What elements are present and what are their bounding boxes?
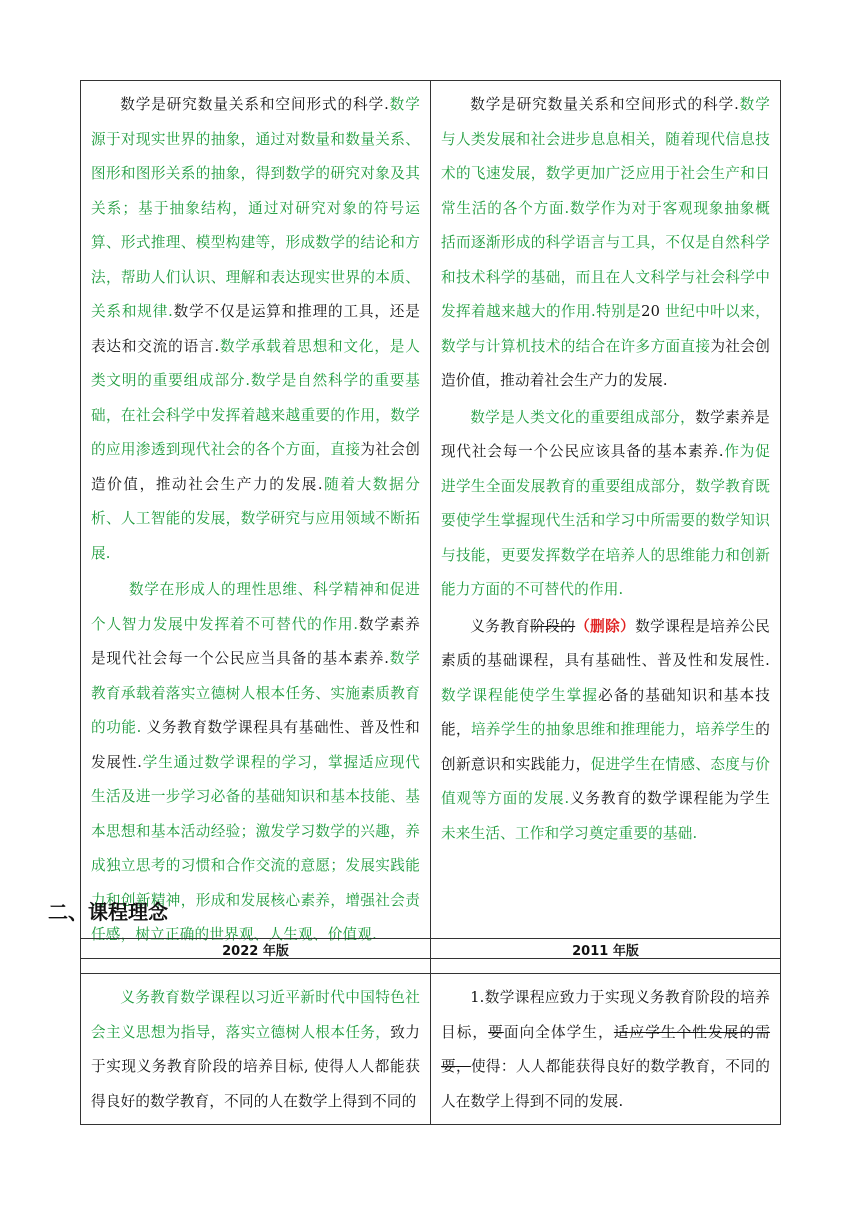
table-cell-right <box>431 974 781 1125</box>
paragraph <box>91 88 420 571</box>
text-run: 必备的基础知识和基本技能， <box>441 686 770 738</box>
text-run: 数学素养是现代社会每一个公民应当具备的基本素养. <box>91 615 420 667</box>
column-header-2011: 2011 年版 <box>431 939 781 974</box>
text-run: 适应学生个性发展的需要， <box>441 1023 771 1075</box>
text-run: 面向全体学生， <box>503 1023 614 1041</box>
text-run: 使得：人人都能获得良好的数学教育，不同的人在数学上得到不同的发展. <box>441 1058 770 1110</box>
text-run: 数学教育承载着落实立德树人根本任务、实施素质教育的功能. <box>91 650 420 736</box>
text-run: 1.数学课程应致力于实现义务教育阶段的培养目标， <box>441 989 770 1041</box>
text-run: 义务教育数学课程具有基础性、普及性和发展性. <box>91 719 420 771</box>
text-run: 20 <box>641 303 661 320</box>
text-run: 培养学生的抽象思维和推理能力，培养学生 <box>470 721 756 738</box>
column-header-2022: 2022 年版 <box>81 939 431 974</box>
table-header-row <box>81 939 781 974</box>
text-run: 为社会创造价值，推动着社会生产力的发展. <box>441 337 770 389</box>
paragraph <box>441 981 770 1119</box>
text-run: 数学素养是现代社会每一个公民应该具备的基本素养. <box>441 408 770 460</box>
text-run: 促进学生在情感、态度与价值观等方面的发展. <box>441 755 770 807</box>
text-run: 世纪中叶以来，数学与计算机技术的结合在许多方面直接 <box>441 303 770 355</box>
text-run: 数学承载着思想和文化，是人类文明的重要组成部分.数学是自然科学的重要基础，在社会科学中发挥着越来越重要的作用，数学的应用渗透到现代社会的各个方面，直接 <box>91 337 420 458</box>
table-cell-right <box>431 81 781 959</box>
text-run: 作为促进学生全面发展教育的重要组成部分，数学教育既要使学生掌握现代生活和学习中所需要的数学知识与技能，更要发挥数学在培养人的思维能力和创新能力方面的不可替代的作用. <box>441 443 770 598</box>
text-run: 阶段的 <box>530 617 576 635</box>
text-run: 数学是人类文化的重要组成部分， <box>470 408 696 426</box>
paragraph <box>441 88 770 399</box>
text-run: 数学课程是培养公民素质的基础课程，具有基础性、普及性和发展性. <box>441 617 770 669</box>
text-run: （删除） <box>575 617 636 635</box>
text-run: 义务教育数学课程以习近平新时代中国特色社会主义思想为指导，落实立德树人根本任务， <box>91 989 420 1041</box>
comparison-table-1 <box>80 80 781 959</box>
text-run: 未来生活、工作和学习奠定重要的基础. <box>441 824 698 842</box>
text-run: 数学在形成人的理性思维、科学精神和促进个人智力发展中发挥着不可替代的作用. <box>91 581 420 633</box>
text-run: 数学源于对现实世界的抽象，通过对数量和数量关系、图形和图形关系的抽象，得到数学的研究对象及其关系；基于抽象结构，通过对研究对象的符号运算、形式推理、模型构建等，形成数学的结论和方法，帮助人们认识、理解和表达现实世界的本质、关系和规律. <box>91 96 420 320</box>
text-run: 随着大数据分析、人工智能的发展，数学研究与应用领域不断拓展. <box>91 475 420 562</box>
text-run: 数学课程能使学生掌握 <box>441 686 599 704</box>
comparison-table-2 <box>80 938 781 1125</box>
text-run: 数学是研究数量关系和空间形式的科学. <box>470 96 739 113</box>
text-run: 的创新意识和实践能力， <box>441 721 770 773</box>
text-run: 致力于实现义务教育阶段的培养目标, 使得人人都能获得良好的数学教育，不同的人在数学上得到不同的 <box>91 1023 420 1110</box>
section-heading: 二、课程理念 <box>48 900 168 924</box>
text-run: 数学与人类发展和社会进步息息相关，随着现代信息技术的飞速发展，数学更加广泛应用于社会生产和日常生活的各个方面.数学作为对于客观现象抽象概括而逐渐形成的科学语言与工具，不仅是自然科学和技术科学的基础，而且在人文科学与社会科学中发挥着越来越大的作用.特别是 <box>441 96 770 320</box>
paragraph <box>441 401 770 608</box>
table-row <box>81 974 781 1125</box>
text-run: 学生通过数学课程的学习，掌握适应现代生活及进一步学习必备的基础知识和基本技能、基本思想和基本活动经验；激发学习数学的兴趣，养成独立思考的习惯和合作交流的意愿；发展实践能力和创新精神，形成和发展核心素养，增强社会责任感，树立正确的世界观、人生观、价值观. <box>91 753 420 943</box>
text-run: 数学不仅是运算和推理的工具，还是表达和交流的语言. <box>91 303 421 355</box>
text-run: 数学是研究数量关系和空间形式的科学. <box>120 96 389 113</box>
table-row <box>81 81 781 959</box>
text-run: 义务教育 <box>470 617 531 635</box>
paragraph <box>441 610 770 852</box>
text-run: 义务教育的数学课程能为学生 <box>569 790 770 807</box>
text-run: 要 <box>488 1023 504 1041</box>
text-run: 为社会创造价值，推动社会生产力的发展. <box>91 441 420 493</box>
table-cell-left <box>81 974 431 1125</box>
table-cell-left <box>81 81 431 959</box>
paragraph <box>91 981 420 1119</box>
